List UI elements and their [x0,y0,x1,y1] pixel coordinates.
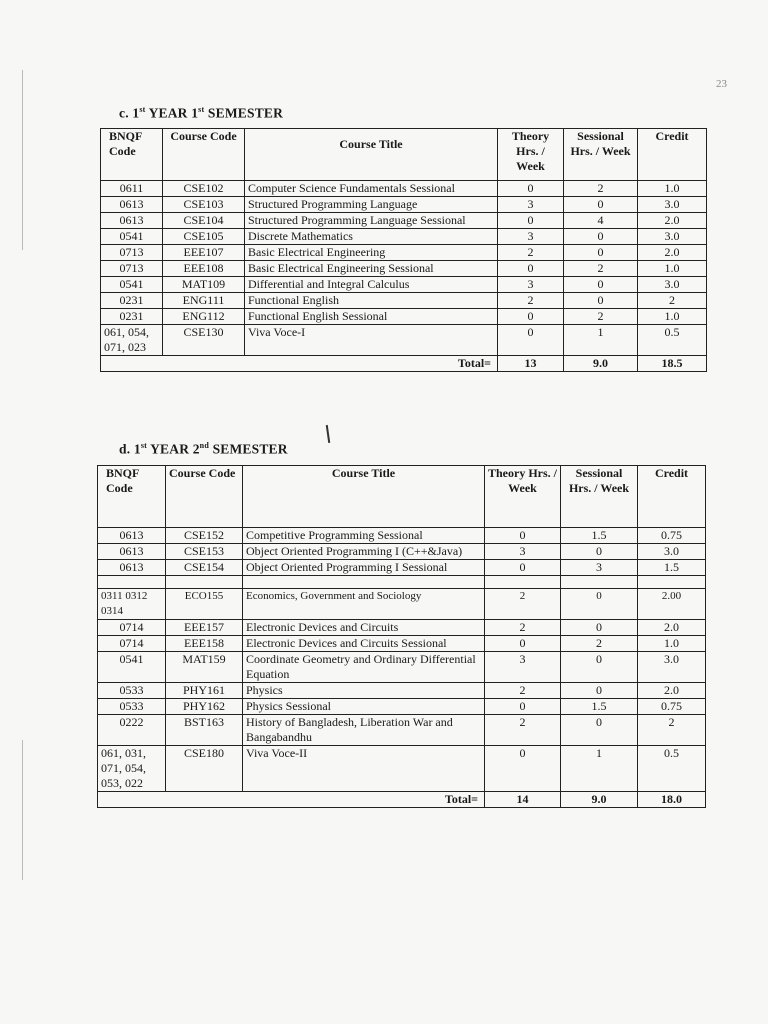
total-row [101,356,707,372]
sessional-hours-cell: 1 [564,325,638,356]
bnqf-code-cell: 0533 [98,699,166,715]
table-row [98,528,706,544]
table-row [98,683,706,699]
credit-cell: 1.0 [638,309,707,325]
theory-hours-cell: 0 [498,309,564,325]
table-row [101,245,707,261]
course-code-cell: PHY161 [166,683,243,699]
theory-hours-cell: 3 [498,277,564,293]
course-title-cell: Differential and Integral Calculus [245,277,498,293]
header-sessional-hours: Sessional Hrs. / Week [561,466,638,528]
course-title-cell: Physics [243,683,485,699]
table-row [98,652,706,683]
bnqf-code-cell [98,576,166,589]
credit-cell: 3.0 [638,229,707,245]
table-row [101,181,707,197]
margin-mark [22,740,23,880]
bnqf-code-cell: 0714 [98,636,166,652]
credit-cell: 2 [638,293,707,309]
course-code-cell: CSE130 [163,325,245,356]
bnqf-code-cell: 0222 [98,715,166,746]
course-code-cell: CSE102 [163,181,245,197]
credit-cell: 2 [638,715,706,746]
table-row [101,293,707,309]
bnqf-code-cell: 0613 [101,197,163,213]
course-code-cell: ECO155 [166,589,243,620]
header-bnqf-code: BNQF Code [98,466,166,528]
credit-cell: 0.5 [638,746,706,792]
course-title-cell [243,576,485,589]
credit-cell: 2.0 [638,245,707,261]
course-code-cell: BST163 [166,715,243,746]
header-credit: Credit [638,466,706,528]
header-theory-hours: Theory Hrs. / Week [498,129,564,181]
course-code-cell: EEE107 [163,245,245,261]
bnqf-code-cell: 061, 031, 071, 054, 053, 022 [98,746,166,792]
sessional-hours-cell: 0 [561,715,638,746]
theory-hours-cell: 0 [498,325,564,356]
bnqf-code-cell: 0713 [101,245,163,261]
theory-hours-cell: 0 [485,636,561,652]
bnqf-code-cell: 0613 [101,213,163,229]
theory-hours-cell: 0 [498,181,564,197]
bnqf-code-cell: 0541 [98,652,166,683]
credit-cell: 2.0 [638,620,706,636]
credit-cell: 0.5 [638,325,707,356]
total-credit-cell: 18.0 [638,792,706,808]
course-title-cell: Basic Electrical Engineering [245,245,498,261]
semester-heading-2: d. 1st YEAR 2nd SEMESTER [119,441,288,457]
theory-hours-cell: 0 [485,528,561,544]
course-code-cell: CSE180 [166,746,243,792]
bnqf-code-cell: 0611 [101,181,163,197]
table-row [98,560,706,576]
sessional-hours-cell: 0 [564,293,638,309]
sessional-hours-cell: 0 [564,277,638,293]
sessional-hours-cell: 1 [561,746,638,792]
semester-1-table [100,128,707,372]
sessional-hours-cell: 3 [561,560,638,576]
sessional-hours-cell: 0 [561,683,638,699]
table-row [98,715,706,746]
table-row [98,576,706,589]
course-code-cell: MAT109 [163,277,245,293]
table-row [101,197,707,213]
sessional-hours-cell: 0 [561,652,638,683]
table-header-row [101,129,707,181]
header-credit: Credit [638,129,707,181]
credit-cell: 3.0 [638,197,707,213]
course-title-cell: Object Oriented Programming I (C++&Java) [243,544,485,560]
theory-hours-cell: 3 [485,544,561,560]
bnqf-code-cell: 0541 [101,277,163,293]
sessional-hours-cell [561,576,638,589]
course-title-cell: Functional English Sessional [245,309,498,325]
sessional-hours-cell: 0 [561,544,638,560]
header-theory-hours: Theory Hrs. / Week [485,466,561,528]
course-code-cell: MAT159 [166,652,243,683]
credit-cell [638,576,706,589]
theory-hours-cell: 2 [498,245,564,261]
course-title-cell: Structured Programming Language Sessional [245,213,498,229]
sessional-hours-cell: 0 [561,589,638,620]
table-row [98,699,706,715]
course-title-cell: Basic Electrical Engineering Sessional [245,261,498,277]
total-credit-cell: 18.5 [638,356,707,372]
course-code-cell: CSE153 [166,544,243,560]
sessional-hours-cell: 0 [564,245,638,261]
bnqf-code-cell: 0231 [101,293,163,309]
sessional-hours-cell: 2 [564,309,638,325]
theory-hours-cell: 0 [485,746,561,792]
theory-hours-cell: 2 [485,589,561,620]
table-row [98,746,706,792]
bnqf-code-cell: 0613 [98,544,166,560]
course-code-cell: PHY162 [166,699,243,715]
sessional-hours-cell: 2 [564,261,638,277]
sessional-hours-cell: 0 [561,620,638,636]
course-title-cell: History of Bangladesh, Liberation War and Bangabandhu [243,715,485,746]
course-title-cell: Electronic Devices and Circuits [243,620,485,636]
credit-cell: 1.0 [638,261,707,277]
theory-hours-cell [485,576,561,589]
course-code-cell: EEE108 [163,261,245,277]
total-sessional-cell: 9.0 [561,792,638,808]
theory-hours-cell: 0 [498,213,564,229]
credit-cell: 1.0 [638,636,706,652]
sessional-hours-cell: 1.5 [561,528,638,544]
sessional-hours-cell: 0 [564,197,638,213]
header-course-code: Course Code [166,466,243,528]
course-title-cell: Computer Science Fundamentals Sessional [245,181,498,197]
theory-hours-cell: 3 [485,652,561,683]
course-code-cell: CSE103 [163,197,245,213]
header-course-title: Course Title [245,129,498,181]
stray-pen-mark [326,425,330,443]
table-row [101,325,707,356]
table-row [98,620,706,636]
header-sessional-hours: Sessional Hrs. / Week [564,129,638,181]
course-code-cell [166,576,243,589]
course-code-cell: ENG111 [163,293,245,309]
bnqf-code-cell: 0541 [101,229,163,245]
bnqf-code-cell: 0311 0312 0314 [98,589,166,620]
table-row [98,636,706,652]
course-code-cell: EEE157 [166,620,243,636]
theory-hours-cell: 3 [498,229,564,245]
course-title-cell: Object Oriented Programming I Sessional [243,560,485,576]
sessional-hours-cell: 1.5 [561,699,638,715]
theory-hours-cell: 0 [485,560,561,576]
table-row [101,277,707,293]
bnqf-code-cell: 0713 [101,261,163,277]
sessional-hours-cell: 4 [564,213,638,229]
total-label: Total= [98,792,485,808]
course-title-cell: Discrete Mathematics [245,229,498,245]
course-code-cell: EEE158 [166,636,243,652]
theory-hours-cell: 3 [498,197,564,213]
course-code-cell: ENG112 [163,309,245,325]
course-title-cell: Electronic Devices and Circuits Sessional [243,636,485,652]
table-row [98,589,706,620]
theory-hours-cell: 2 [485,683,561,699]
bnqf-code-cell: 061, 054, 071, 023 [101,325,163,356]
theory-hours-cell: 0 [485,699,561,715]
course-code-cell: CSE152 [166,528,243,544]
theory-hours-cell: 2 [485,715,561,746]
bnqf-code-cell: 0613 [98,528,166,544]
credit-cell: 2.00 [638,589,706,620]
semester-heading-1: c. 1st YEAR 1st SEMESTER [119,105,284,121]
sessional-hours-cell: 2 [561,636,638,652]
credit-cell: 0.75 [638,699,706,715]
credit-cell: 1.0 [638,181,707,197]
course-title-cell: Structured Programming Language [245,197,498,213]
table-row [101,309,707,325]
credit-cell: 1.5 [638,560,706,576]
credit-cell: 3.0 [638,277,707,293]
bnqf-code-cell: 0533 [98,683,166,699]
bnqf-code-cell: 0231 [101,309,163,325]
margin-mark [22,70,23,250]
total-label: Total= [101,356,498,372]
table-row [101,229,707,245]
credit-cell: 2.0 [638,213,707,229]
course-title-cell: Physics Sessional [243,699,485,715]
header-course-title: Course Title [243,466,485,528]
credit-cell: 2.0 [638,683,706,699]
credit-cell: 3.0 [638,652,706,683]
header-bnqf-code: BNQF Code [101,129,163,181]
bnqf-code-cell: 0613 [98,560,166,576]
table-header-row [98,466,706,528]
total-theory-cell: 13 [498,356,564,372]
total-sessional-cell: 9.0 [564,356,638,372]
course-title-cell: Coordinate Geometry and Ordinary Differential Equation [243,652,485,683]
credit-cell: 3.0 [638,544,706,560]
table-row [101,261,707,277]
table-row [98,544,706,560]
course-code-cell: CSE105 [163,229,245,245]
total-row [98,792,706,808]
theory-hours-cell: 0 [498,261,564,277]
header-course-code: Course Code [163,129,245,181]
course-code-cell: CSE154 [166,560,243,576]
course-code-cell: CSE104 [163,213,245,229]
page-number: 23 [716,78,727,90]
sessional-hours-cell: 2 [564,181,638,197]
course-title-cell: Competitive Programming Sessional [243,528,485,544]
total-theory-cell: 14 [485,792,561,808]
credit-cell: 0.75 [638,528,706,544]
course-title-cell: Viva Voce-II [243,746,485,792]
sessional-hours-cell: 0 [564,229,638,245]
course-title-cell: Functional English [245,293,498,309]
bnqf-code-cell: 0714 [98,620,166,636]
theory-hours-cell: 2 [485,620,561,636]
course-title-cell: Economics, Government and Sociology [243,589,485,620]
table-row [101,213,707,229]
theory-hours-cell: 2 [498,293,564,309]
course-title-cell: Viva Voce-I [245,325,498,356]
semester-2-table [97,465,706,808]
